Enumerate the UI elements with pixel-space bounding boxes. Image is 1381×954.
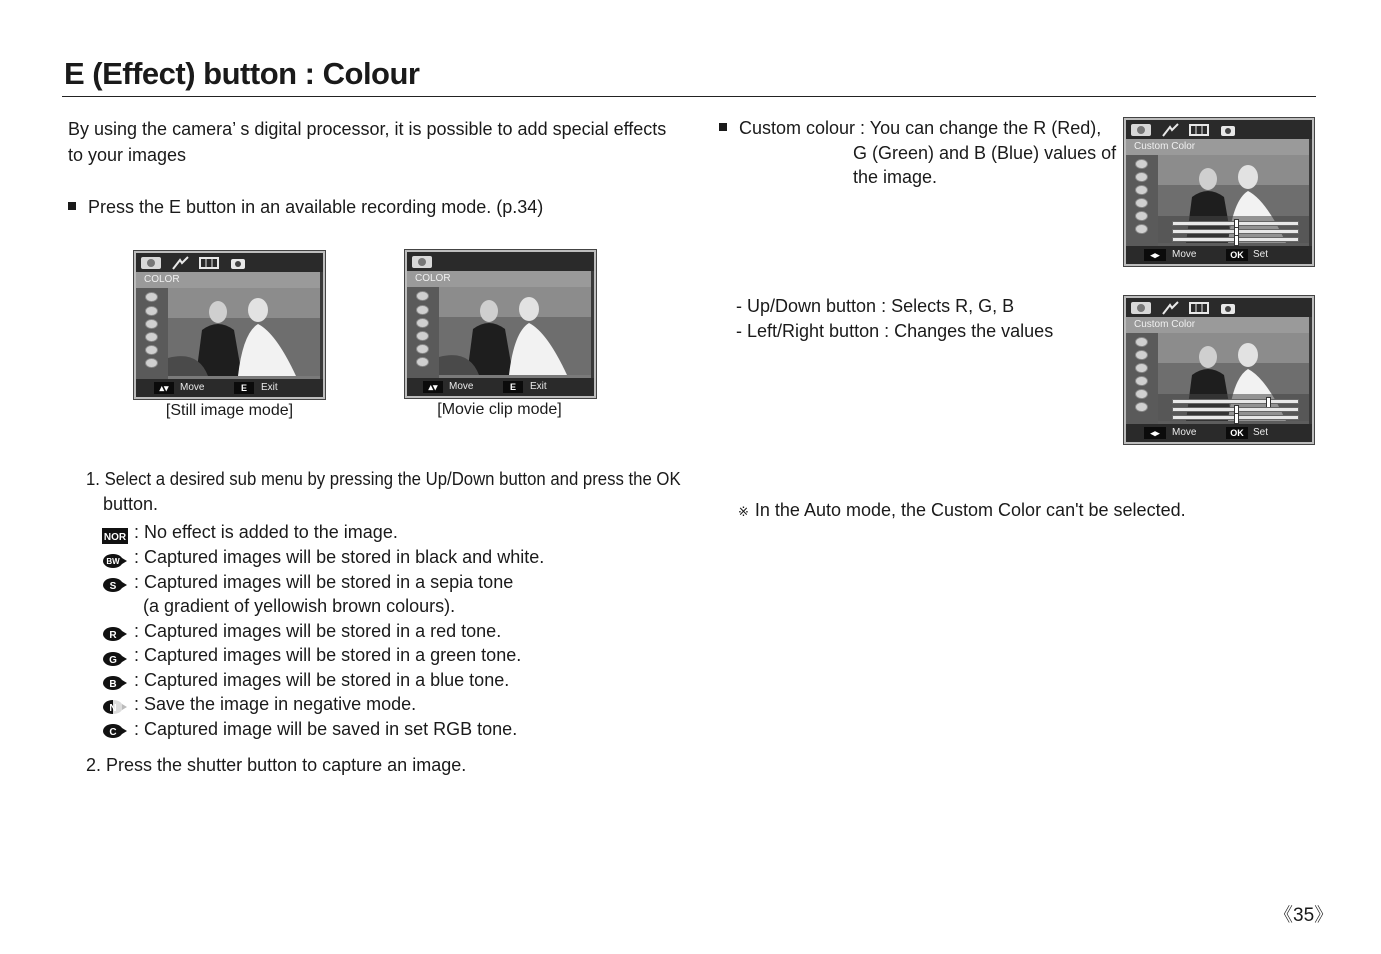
step1-line-1: 1. Select a desired sub menu by pressing the Up/Down button and press the OK — [86, 469, 681, 489]
nor-option-icon — [416, 291, 429, 301]
sepia-icon — [102, 577, 126, 592]
sharpness-tab-icon — [169, 256, 191, 270]
nor-badge-text: NOR — [103, 532, 127, 543]
green-option-icon — [1135, 185, 1148, 195]
red-option-icon — [1135, 350, 1148, 360]
nor-option-icon — [145, 292, 158, 302]
negative-icon — [102, 699, 126, 714]
bw-option-icon — [145, 306, 158, 316]
effect-options-column — [1126, 333, 1158, 424]
bw-option-icon — [416, 305, 429, 315]
screen-tab-bar — [136, 253, 323, 272]
screen-key-bar — [1126, 246, 1312, 264]
preview-photo — [168, 288, 320, 379]
green-slider — [1172, 229, 1299, 234]
e-key: E — [503, 381, 523, 393]
intro-line-1: By using the camera’ s digital processor, it is possible to add special effects — [68, 119, 667, 139]
red-badge-text: R — [109, 630, 117, 641]
bw-icon — [102, 553, 126, 568]
screen-menu-title: Custom Color — [1126, 139, 1309, 155]
auto-mode-note — [738, 498, 1186, 524]
blue-slider — [1172, 415, 1299, 420]
rgb-sliders — [1158, 394, 1309, 424]
page-title: E (Effect) button : Colour — [64, 56, 420, 91]
sepia-option-icon — [416, 318, 429, 328]
custom-colour-label: Custom colour : — [739, 118, 870, 138]
legend-blue-text: : Captured images will be stored in a blue tone. — [134, 670, 510, 690]
custom-option-icon — [1135, 224, 1148, 234]
custom-rgb-icon — [102, 723, 126, 738]
camera-tab-icon — [1217, 123, 1239, 137]
ok-key: OK — [1226, 427, 1248, 439]
sepia-option-icon — [1135, 337, 1148, 347]
sepia-option-icon — [145, 319, 158, 329]
custom-colour-line-1 — [719, 116, 1101, 141]
green-option-icon — [416, 344, 429, 354]
green-badge-text: G — [109, 655, 117, 666]
red-option-icon — [416, 331, 429, 341]
frame-tab-icon — [1188, 301, 1210, 315]
effect-options-column — [407, 287, 439, 378]
sepia-badge-text: S — [109, 581, 117, 592]
step2-text: 2. Press the shutter button to capture an image. — [86, 755, 467, 775]
blue-icon — [102, 675, 126, 690]
bullet-square-icon — [719, 123, 727, 131]
screen-menu-title: COLOR — [407, 271, 591, 287]
still-mode-caption: [Still image mode] — [165, 402, 294, 419]
nor-icon — [102, 528, 126, 543]
custom-colour-desc-1: You can change the R (Red), — [869, 118, 1102, 138]
page-number: 《35》 — [1274, 905, 1334, 926]
blue-badge-text: B — [109, 679, 117, 690]
auto-mode-note-text: In the Auto mode, the Custom Color can't be selected. — [754, 500, 1186, 520]
blue-option-icon — [1135, 376, 1148, 386]
green-option-icon — [1135, 363, 1148, 373]
screen-key-bar — [1126, 424, 1312, 442]
screen-tab-bar — [1126, 120, 1312, 139]
green-slider — [1172, 407, 1299, 412]
press-note — [68, 195, 543, 220]
screen-key-bar — [136, 379, 323, 397]
step1-line-2: button. — [103, 494, 159, 514]
press-note-text: Press the E button in an available recording mode. (p.34) — [88, 197, 544, 217]
leftright-instruction: - Left/Right button : Changes the values — [736, 321, 1054, 341]
movie-mode-caption: [Movie clip mode] — [437, 401, 562, 418]
custom-color-screen-2 — [1124, 296, 1314, 444]
blue-option-icon — [145, 358, 158, 368]
custom-badge-text: C — [109, 727, 117, 738]
ok-key: OK — [1226, 249, 1248, 261]
move-label: Move — [449, 381, 474, 392]
legend-sepia-text: : Captured images will be stored in a sepia tone — [134, 572, 514, 592]
negative-option-icon — [1135, 211, 1148, 221]
negative-option-icon — [1135, 389, 1148, 399]
rgb-sliders — [1158, 216, 1309, 246]
camera-tab-icon — [227, 256, 249, 270]
legend-red-text: : Captured images will be stored in a red tone. — [134, 621, 502, 641]
red-slider — [1172, 221, 1299, 226]
e-key: E — [234, 382, 254, 394]
bullet-square-icon — [68, 202, 76, 210]
legend-negative-text: : Save the image in negative mode. — [134, 694, 417, 714]
screen-menu-title: Custom Color — [1126, 317, 1309, 333]
screen-menu-title: COLOR — [136, 272, 320, 288]
custom-option-icon — [1135, 402, 1148, 412]
custom-colour-desc-2: G (Green) and B (Blue) values of — [853, 143, 1117, 163]
effect-tab-icon — [140, 256, 162, 270]
set-label: Set — [1253, 249, 1269, 260]
effect-options-column — [1126, 155, 1158, 246]
effect-tab-icon — [1130, 301, 1152, 315]
frame-tab-icon — [198, 256, 220, 270]
custom-color-screen-1 — [1124, 118, 1314, 266]
movie-mode-screen — [405, 250, 596, 398]
effect-options-column — [136, 288, 168, 379]
blue-slider-knob — [1234, 413, 1239, 424]
green-option-icon — [145, 345, 158, 355]
still-mode-screen — [134, 251, 325, 399]
set-label: Set — [1253, 427, 1269, 438]
up-down-key-icon: ▴▾ — [423, 381, 443, 393]
sepia-option-icon — [1135, 159, 1148, 169]
negative-badge-text: N — [109, 703, 117, 714]
note-mark-icon: ※ — [738, 504, 749, 519]
screen-tab-bar — [407, 252, 594, 271]
frame-tab-icon — [1188, 123, 1210, 137]
intro-line-2: to your images — [68, 145, 187, 165]
custom-colour-desc-3: the image. — [853, 167, 938, 187]
exit-label: Exit — [261, 382, 278, 393]
screen-tab-bar — [1126, 298, 1312, 317]
legend-custom-text: : Captured image will be saved in set RGB tone. — [134, 719, 518, 739]
green-icon — [102, 651, 126, 666]
blue-slider-knob — [1234, 235, 1239, 246]
up-down-key-icon: ▴▾ — [154, 382, 174, 394]
blue-slider — [1172, 237, 1299, 242]
legend-nor-text: : No effect is added to the image. — [134, 522, 398, 542]
blue-option-icon — [416, 357, 429, 367]
preview-photo — [439, 287, 591, 378]
bw-badge-text: BW — [106, 557, 120, 566]
effect-tab-icon — [411, 255, 433, 269]
move-label: Move — [1172, 249, 1197, 260]
legend-sepia-text-2: (a gradient of yellowish brown colours). — [143, 596, 456, 616]
legend-green-text: : Captured images will be stored in a green tone. — [134, 645, 522, 665]
move-label: Move — [180, 382, 205, 393]
screen-key-bar — [407, 378, 594, 396]
camera-tab-icon — [1217, 301, 1239, 315]
title-divider — [62, 96, 1316, 97]
updown-instruction: - Up/Down button : Selects R, G, B — [736, 296, 1015, 316]
left-right-key-icon: ◂▸ — [1144, 249, 1166, 261]
exit-label: Exit — [530, 381, 547, 392]
effect-tab-icon — [1130, 123, 1152, 137]
red-option-icon — [1135, 172, 1148, 182]
sharpness-tab-icon — [1159, 123, 1181, 137]
sharpness-tab-icon — [1159, 301, 1181, 315]
left-right-key-icon: ◂▸ — [1144, 427, 1166, 439]
move-label: Move — [1172, 427, 1197, 438]
blue-option-icon — [1135, 198, 1148, 208]
red-icon — [102, 626, 126, 641]
red-option-icon — [145, 332, 158, 342]
red-slider — [1172, 399, 1299, 404]
legend-bw-text: : Captured images will be stored in black and white. — [134, 547, 545, 567]
